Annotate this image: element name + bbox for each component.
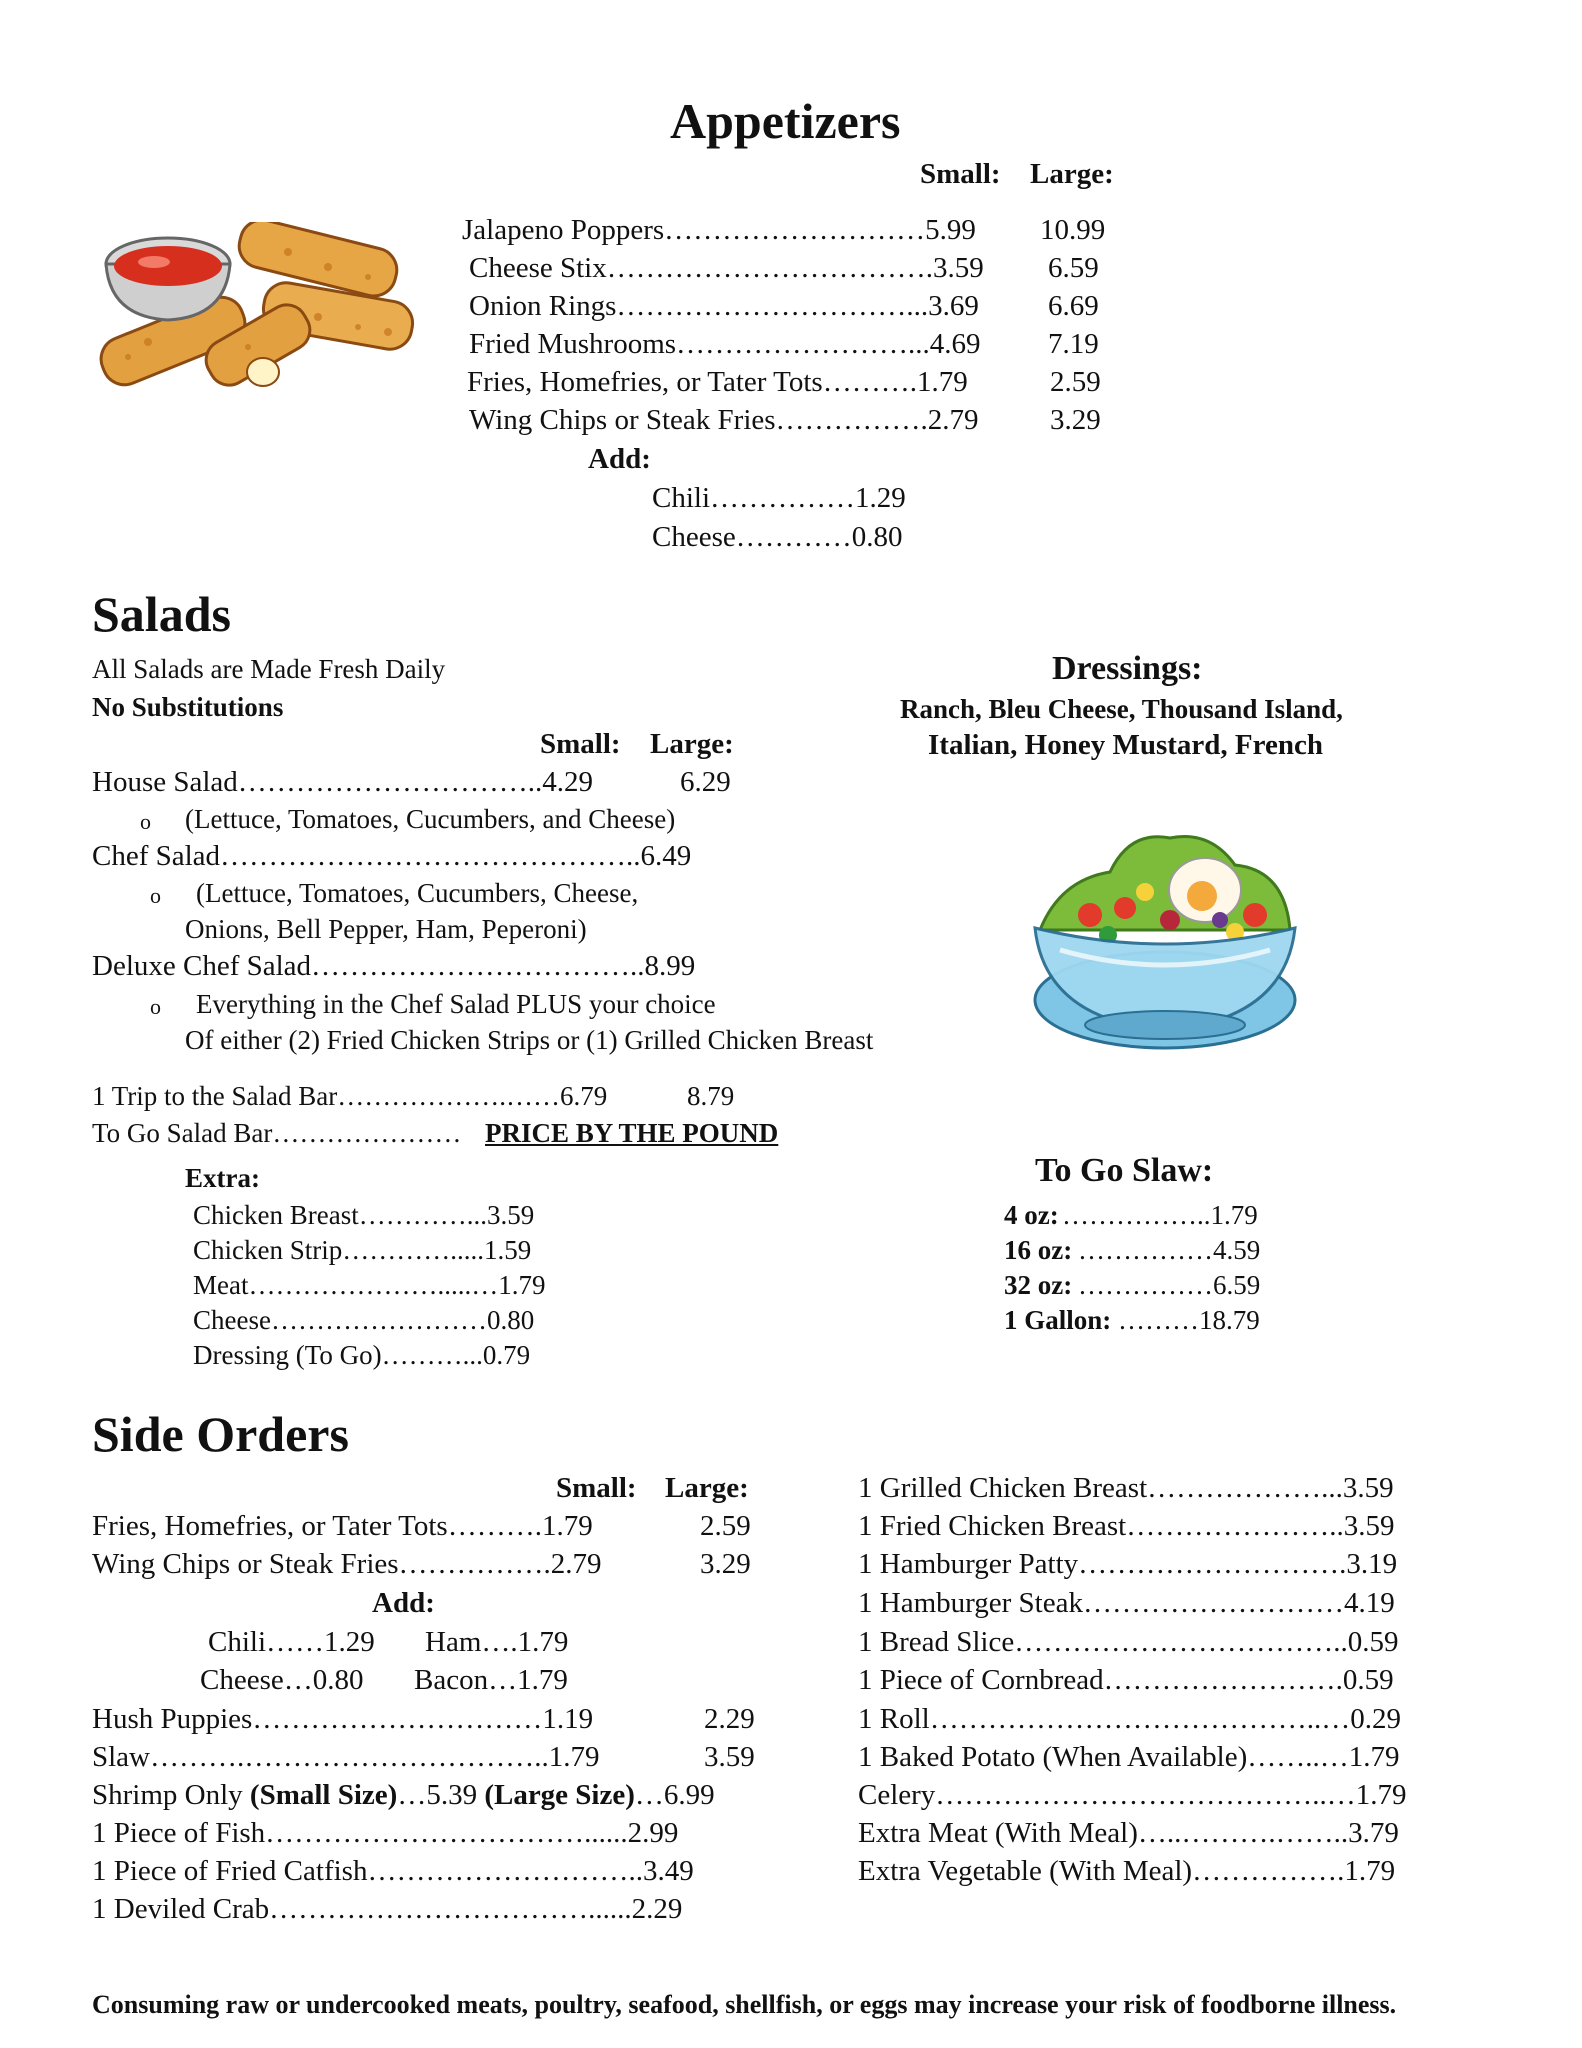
deluxe-desc-1: Everything in the Chef Salad PLUS your choice <box>196 989 716 1019</box>
dressings-line-2: Italian, Honey Mustard, French <box>928 729 1323 761</box>
appetizer-item-3-large: 6.69 <box>1048 290 1099 322</box>
sides-fried-catfish: 1 Piece of Fried Catfish………………………..3.49 <box>92 1855 694 1887</box>
sides-right-item-2: 1 Fried Chicken Breast…………………..3.59 <box>858 1510 1395 1542</box>
house-salad-desc: (Lettuce, Tomatoes, Cucumbers, and Cheese) <box>185 804 676 834</box>
extra-item-2: Chicken Strip………….....1.59 <box>193 1235 532 1265</box>
chef-salad: Chef Salad……………………………………..6.49 <box>92 840 692 872</box>
appetizer-item-5-large: 2.59 <box>1050 366 1101 398</box>
slaw-price-2: ……………4.59 <box>1078 1235 1261 1265</box>
salad-bowl-icon <box>1020 820 1310 1070</box>
salads-large-label: Large: <box>650 728 734 760</box>
salads-note-fresh: All Salads are Made Fresh Daily <box>92 654 446 684</box>
deluxe-desc-2: Of either (2) Fried Chicken Strips or (1) Grilled Chicken Breast <box>185 1025 874 1055</box>
salad-bar-trip-large: 8.79 <box>687 1081 735 1111</box>
sides-piece-of-fish: 1 Piece of Fish……………………………......2.99 <box>92 1817 679 1849</box>
sides-add-label: Add: <box>372 1587 435 1619</box>
appetizers-title: Appetizers <box>670 93 901 149</box>
sides-slaw-large: 3.59 <box>704 1741 755 1773</box>
sides-right-item-1: 1 Grilled Chicken Breast………………...3.59 <box>858 1472 1394 1504</box>
sides-shrimp-only: Shrimp Only (Small Size)…5.39 (Large Size)…6.99 <box>92 1779 715 1811</box>
sides-right-item-10: Extra Meat (With Meal)…..……….……..3.79 <box>858 1817 1399 1849</box>
sides-add-chili: Chili……1.29 <box>208 1626 375 1658</box>
sides-small-label: Small: <box>556 1472 637 1504</box>
chef-salad-desc-2: Onions, Bell Pepper, Ham, Peperoni) <box>185 914 587 944</box>
sides-right-item-5: 1 Bread Slice……………………………..0.59 <box>858 1626 1399 1658</box>
bullet: o <box>140 809 151 834</box>
appetizer-item-4-large: 7.19 <box>1048 328 1099 360</box>
extra-item-4: Cheese……………………0.80 <box>193 1305 535 1335</box>
sides-right-item-8: 1 Baked Potato (When Available)……..…1.79 <box>858 1741 1400 1773</box>
food-safety-footer: Consuming raw or undercooked meats, poultry, seafood, shellfish, or eggs may increase your risk of foodborne illness. <box>92 1990 1397 2019</box>
sides-large-label: Large: <box>665 1472 749 1504</box>
sides-hush-puppies: Hush Puppies…………………………1.19 <box>92 1703 594 1735</box>
sides-hush-puppies-large: 2.29 <box>704 1703 755 1735</box>
sides-right-item-3: 1 Hamburger Patty……………………….3.19 <box>858 1548 1398 1580</box>
dressings-title: Dressings: <box>1052 650 1203 687</box>
appetizers-add-chili: Chili……………1.29 <box>652 482 906 514</box>
house-salad-large: 6.29 <box>680 766 731 798</box>
sides-wing-chips: Wing Chips or Steak Fries…………….2.79 <box>92 1548 602 1580</box>
slaw-price-4: ………18.79 <box>1118 1305 1260 1335</box>
dressings-line-1: Ranch, Bleu Cheese, Thousand Island, <box>900 694 1343 724</box>
sides-deviled-crab: 1 Deviled Crab……………………………......2.29 <box>92 1893 683 1925</box>
sides-wing-chips-large: 3.29 <box>700 1548 751 1580</box>
to-go-salad-bar: To Go Salad Bar………………… <box>92 1118 462 1148</box>
appetizer-item-1: Jalapeno Poppers………………………5.99 <box>462 214 976 246</box>
to-go-salad-bar-price: PRICE BY THE POUND <box>485 1118 779 1148</box>
slaw-price-3: ……………6.59 <box>1078 1270 1261 1300</box>
sides-right-item-7: 1 Roll…………………………………..…0.29 <box>858 1703 1401 1735</box>
slaw-size-2: 16 oz: <box>1004 1235 1073 1265</box>
appetizer-item-2-large: 6.59 <box>1048 252 1099 284</box>
sides-add-bacon: Bacon…1.79 <box>414 1664 568 1696</box>
slaw-size-4: 1 Gallon: <box>1004 1305 1112 1335</box>
appetizers-add-label: Add: <box>588 443 651 475</box>
bullet: o <box>150 883 161 908</box>
appetizer-item-2: Cheese Stix…………………………….3.59 <box>469 252 984 284</box>
extra-item-3: Meat………………….....…1.79 <box>193 1270 546 1300</box>
appetizers-add-cheese: Cheese…………0.80 <box>652 521 903 553</box>
sides-fries: Fries, Homefries, or Tater Tots……….1.79 <box>92 1510 593 1542</box>
deluxe-chef-salad: Deluxe Chef Salad……………………………..8.99 <box>92 950 696 982</box>
extra-item-1: Chicken Breast…………...3.59 <box>193 1200 535 1230</box>
slaw-title: To Go Slaw: <box>1035 1152 1214 1189</box>
chef-salad-desc-1: (Lettuce, Tomatoes, Cucumbers, Cheese, <box>196 878 639 908</box>
appetizers-large-label: Large: <box>1030 158 1114 190</box>
salad-bar-trip: 1 Trip to the Salad Bar……………….……6.79 <box>92 1081 608 1111</box>
sides-right-item-11: Extra Vegetable (With Meal)…………….1.79 <box>858 1855 1396 1887</box>
slaw-size-1: 4 oz: <box>1004 1200 1059 1230</box>
appetizer-item-1-large: 10.99 <box>1040 214 1106 246</box>
appetizer-item-4: Fried Mushrooms……………………...4.69 <box>469 328 981 360</box>
sides-slaw: Slaw……….…………………………..1.79 <box>92 1741 600 1773</box>
house-salad: House Salad…………………………..4.29 <box>92 766 594 798</box>
salads-extra-label: Extra: <box>185 1163 260 1193</box>
side-orders-title: Side Orders <box>92 1406 349 1462</box>
appetizer-item-5: Fries, Homefries, or Tater Tots……….1.79 <box>467 366 968 398</box>
appetizer-item-3: Onion Rings…………………………...3.69 <box>469 290 979 322</box>
slaw-price-1: ……………..1.79 <box>1062 1200 1258 1230</box>
appetizers-small-label: Small: <box>920 158 1001 190</box>
extra-item-5: Dressing (To Go)………...0.79 <box>193 1340 531 1370</box>
sides-right-item-6: 1 Piece of Cornbread…………………….0.59 <box>858 1664 1394 1696</box>
salads-note-no-subs: No Substitutions <box>92 692 284 722</box>
sides-fries-large: 2.59 <box>700 1510 751 1542</box>
salads-small-label: Small: <box>540 728 621 760</box>
salads-title: Salads <box>92 586 231 642</box>
mozzarella-sticks-icon <box>88 222 428 392</box>
sides-add-ham: Ham….1.79 <box>425 1626 569 1658</box>
sides-right-item-4: 1 Hamburger Steak………………………4.19 <box>858 1587 1395 1619</box>
slaw-size-3: 32 oz: <box>1004 1270 1073 1300</box>
appetizer-item-6-large: 3.29 <box>1050 404 1101 436</box>
sides-add-cheese: Cheese…0.80 <box>200 1664 364 1696</box>
appetizer-item-6: Wing Chips or Steak Fries…………….2.79 <box>469 404 979 436</box>
bullet: o <box>150 994 161 1019</box>
sides-right-item-9: Celery…………………………………..…1.79 <box>858 1779 1407 1811</box>
